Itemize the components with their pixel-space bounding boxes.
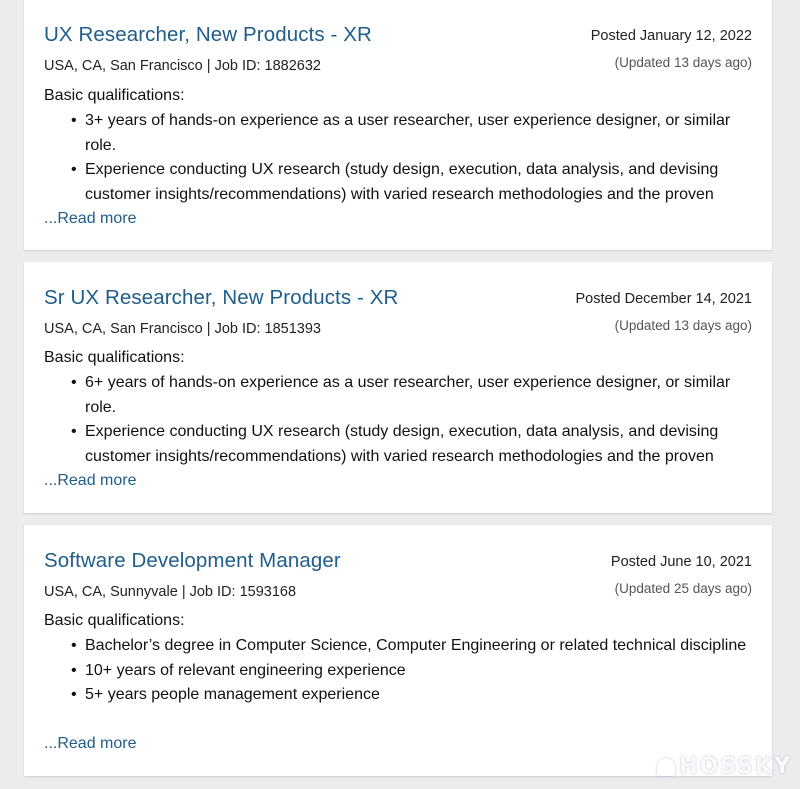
posted-date: Posted June 10, 2021: [610, 554, 752, 570]
read-more-link[interactable]: ...Read more: [44, 210, 137, 227]
qualifications-list: [44, 371, 752, 469]
qualification-item: • 10+ years of relevant engineering experience: [44, 659, 752, 684]
job-card-header: [44, 0, 752, 75]
updated-date: (Updated 25 days ago): [614, 581, 752, 596]
qualification-item: • 6+ years of hands-on experience as a user researcher, user experience designer, or similar role.: [44, 371, 752, 420]
job-location-id: USA, CA, Sunnyvale | Job ID: 1593168: [44, 584, 297, 600]
qualification-item: • Experience conducting UX research (study design, execution, data analysis, and devising customer insights/recommendations) with varied research methodologies and the proven: [44, 158, 752, 207]
job-title-link[interactable]: Software Development Manager: [44, 549, 341, 572]
bullet-icon: •: [71, 661, 77, 679]
read-more-link[interactable]: ...Read more: [44, 735, 137, 752]
bullet-icon: •: [71, 686, 77, 703]
job-location-id: USA, CA, San Francisco | Job ID: 1851393: [44, 321, 321, 337]
posted-date: Posted January 12, 2022: [590, 28, 752, 44]
qualifications-preview: [44, 634, 752, 732]
bullet-icon: •: [71, 423, 77, 440]
qualifications-heading: Basic qualifications:: [44, 87, 185, 104]
qualification-item: • Bachelor’s degree in Computer Science, Computer Engineering or related technical discipline: [44, 634, 752, 659]
job-card-header: [44, 525, 752, 601]
watermark-icon: [657, 758, 675, 776]
job-card: [24, 0, 772, 250]
bullet-icon: •: [71, 374, 77, 391]
qualifications-list: [44, 634, 752, 708]
job-title-link[interactable]: UX Researcher, New Products - XR: [44, 23, 372, 46]
qualifications-preview: [44, 371, 752, 469]
bullet-icon: •: [71, 161, 77, 178]
updated-date: (Updated 13 days ago): [614, 318, 752, 333]
job-card: [24, 262, 772, 513]
bullet-icon: •: [71, 112, 77, 129]
qualification-item: • 5+ years people management experience: [44, 683, 752, 708]
job-card: [24, 525, 772, 776]
job-card-header: [44, 262, 752, 338]
qualifications-heading: Basic qualifications:: [44, 349, 185, 366]
updated-date: (Updated 13 days ago): [614, 55, 752, 70]
qualifications-list: [44, 109, 752, 207]
qualifications-heading: Basic qualifications:: [44, 612, 185, 629]
posted-date: Posted December 14, 2021: [575, 291, 752, 307]
watermark-logo: [657, 754, 792, 779]
watermark-text: HOSSKY: [679, 754, 792, 779]
qualifications-preview: [44, 109, 752, 207]
qualification-item: • 3+ years of hands-on experience as a user researcher, user experience designer, or similar role.: [44, 109, 752, 158]
bullet-icon: •: [71, 637, 77, 654]
qualification-item: • Experience conducting UX research (study design, execution, data analysis, and devising customer insights/recommendations) with varied research methodologies and the proven: [44, 420, 752, 469]
job-location-id: USA, CA, San Francisco | Job ID: 1882632: [44, 58, 321, 74]
job-title-link[interactable]: Sr UX Researcher, New Products - XR: [44, 286, 399, 309]
read-more-link[interactable]: ...Read more: [44, 472, 137, 489]
